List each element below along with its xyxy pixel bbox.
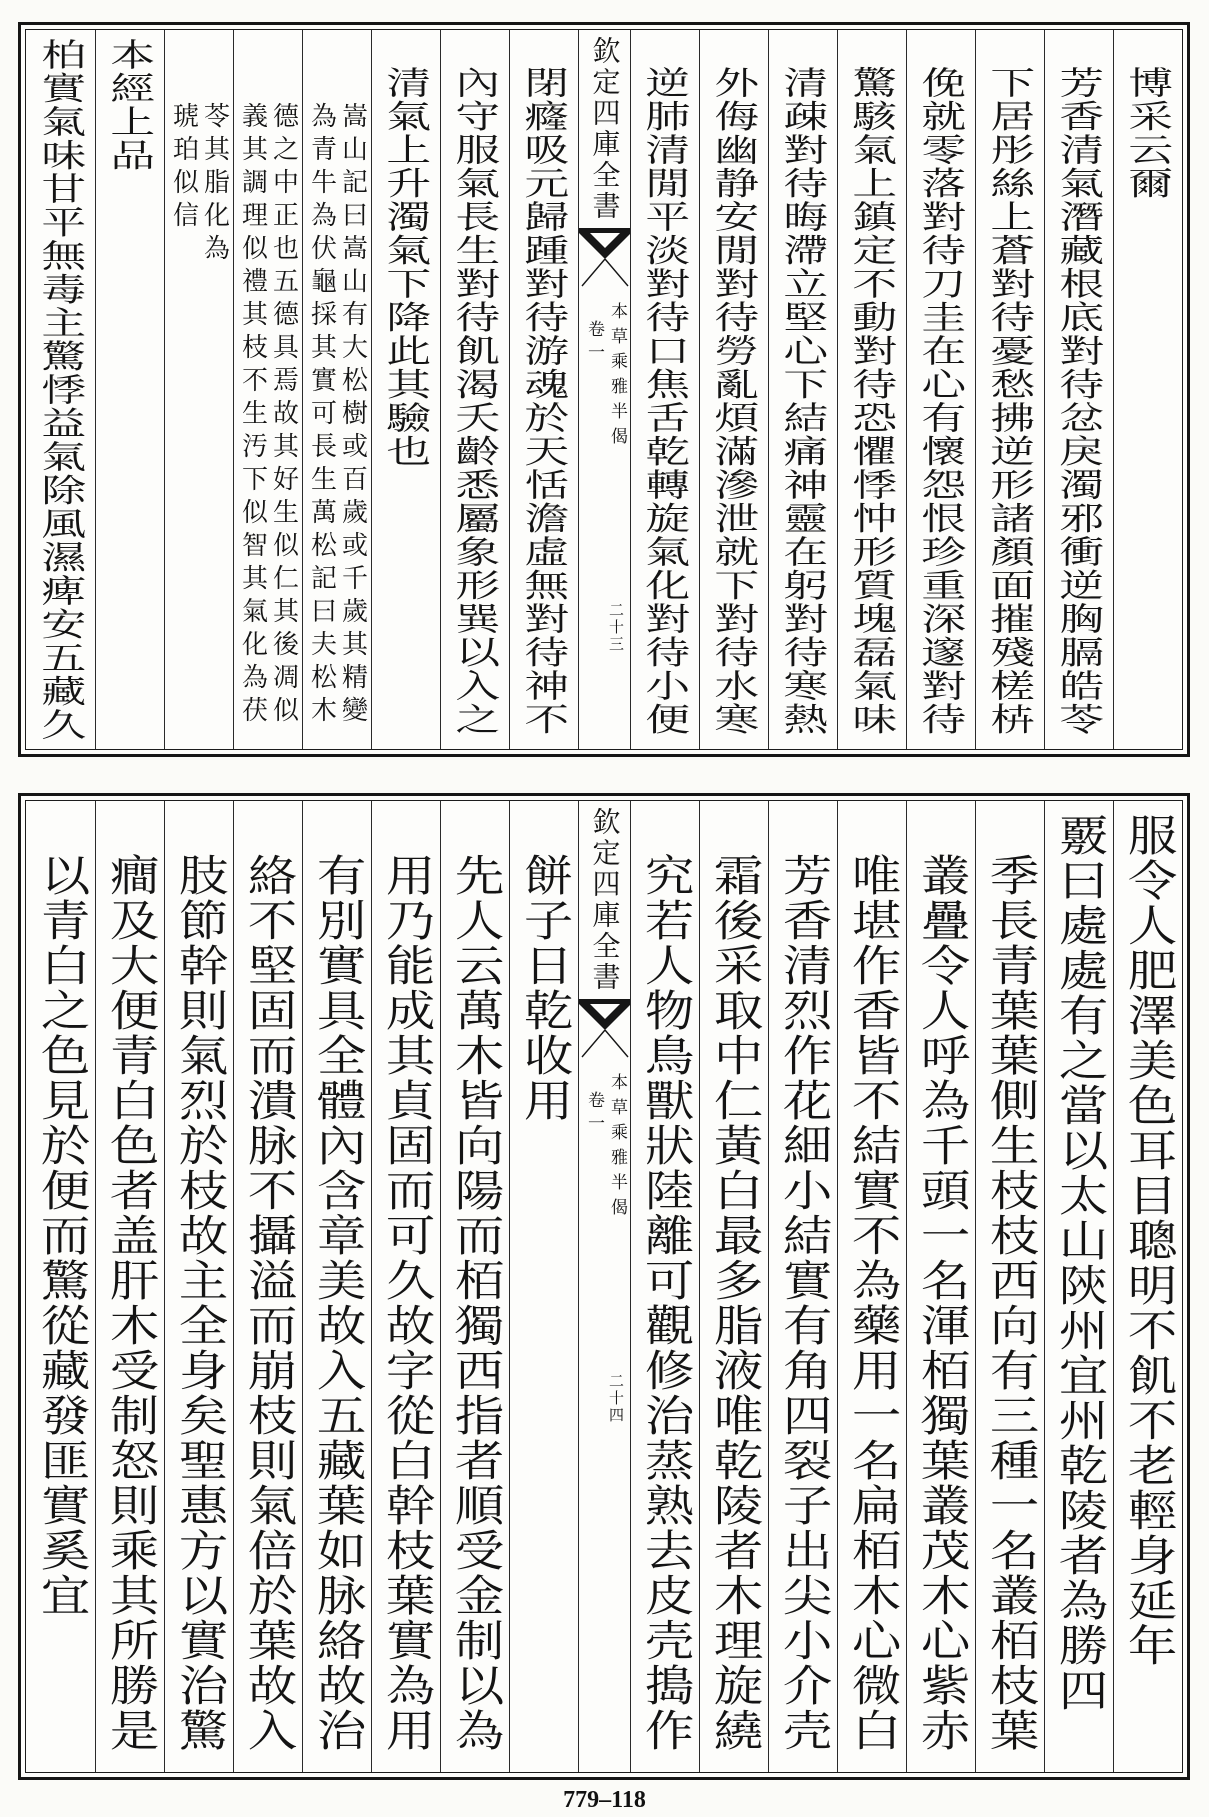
text-column (837, 30, 906, 749)
annotation-pair (165, 102, 233, 267)
annotation-line: 嵩山記曰嵩山有大松樹或百歲或千歲其精變 (337, 102, 368, 729)
text-column (1113, 801, 1182, 1772)
text-column (26, 30, 95, 749)
leaf-number: 二十四 (607, 1373, 625, 1424)
text-column (975, 801, 1044, 1772)
text-column (233, 801, 302, 1772)
column-text: 霜後采取中仁黃白最多脂液唯乾陵者木理旋繞 (705, 853, 764, 1753)
column-text: 肢節幹則氣烈於枝故主全身矣聖惠方以實治驚 (170, 853, 229, 1753)
column-text: 覈曰處處有之當以太山陝州宜州乾陵者為勝四 (1050, 813, 1109, 1713)
text-column (95, 30, 164, 749)
column-text: 叢疊令人呼為千頭一名渾栢獨葉叢茂木心紫赤 (912, 853, 971, 1753)
column-text: 博采云爾 (1121, 66, 1175, 200)
leaf-number: 二十三 (607, 602, 625, 653)
column-text: 唯堪作香皆不結實不為藥用一名扁栢木心微白 (843, 853, 902, 1753)
text-column (630, 801, 699, 1772)
book-title: 欽定四庫全書 (588, 807, 622, 993)
column-text: 服令人肥澤美色耳目聰明不飢不老輕身延年 (1119, 813, 1178, 1668)
column-text: 究若人物鳥獸狀陸離可觀修治蒸熟去皮壳搗作 (636, 853, 695, 1753)
text-column (440, 30, 509, 749)
page-number: 779–118 (563, 1787, 646, 1813)
text-column (440, 801, 509, 1772)
center-fold-column (578, 801, 630, 1772)
column-text: 閉癃吸元歸踵對待游魂於天恬澹虛無對待神不 (517, 66, 571, 736)
text-column (164, 801, 233, 1772)
annotation-line: 琥珀似信 (168, 102, 199, 234)
column-text: 驚駭氣上鎮定不動對待恐懼悸忡形質塊磊氣味 (845, 66, 899, 736)
text-column (768, 30, 837, 749)
text-column (975, 30, 1044, 749)
text-column (1044, 801, 1113, 1772)
work-title: 本草乘雅半偈 (607, 302, 627, 452)
column-text: 清疎對待晦滯立堅心下結痛神靈在躬對待寒熱 (776, 66, 830, 736)
page-half-top (18, 22, 1190, 757)
column-text: 餅子日乾收用 (515, 853, 574, 1123)
column-text: 下居彤絲上蒼對待憂愁拂逆形諸顏面摧殘槎枿 (983, 66, 1037, 736)
text-column (302, 801, 371, 1772)
text-column (95, 801, 164, 1772)
annotation-column (233, 30, 302, 749)
column-text: 癎及大便青白色者盖肝木受制怒則乘其所勝是 (101, 853, 160, 1753)
annotation-pair (234, 102, 302, 729)
column-text: 絡不堅固而潰脉不攝溢而崩枝則氣倍於葉故入 (239, 853, 298, 1753)
page-half-bottom (18, 793, 1190, 1780)
annotation-line: 為青牛為伏龜採其實可長生萬松記曰夫松木 (306, 102, 337, 729)
annotation-column (164, 30, 233, 749)
text-column (630, 30, 699, 749)
column-text: 外侮幽静安閒對待勞亂煩滿滲泄就下對待水寒 (707, 66, 761, 736)
column-text: 季長青葉葉側生枝枝西向有三種一名叢栢枝葉 (981, 853, 1040, 1753)
text-column (906, 801, 975, 1772)
text-column (699, 30, 768, 749)
entry-heading-text: 柏實氣味甘平無毒主驚悸益氣除風濕痺安五藏久 (33, 38, 88, 742)
volume-label: 卷一 (584, 320, 604, 366)
volume-label: 卷一 (584, 1091, 604, 1137)
annotation-column (302, 30, 371, 749)
text-frame (25, 29, 1183, 750)
column-text: 俛就零落對待刀圭在心有懷怨恨珍重深邃對待 (914, 66, 968, 736)
fish-tail-ornament (579, 999, 630, 1059)
column-text: 芳香清烈作花細小結實有角四裂子出尖小介壳 (774, 853, 833, 1753)
text-column (768, 801, 837, 1772)
text-column (1044, 30, 1113, 749)
center-fold-column (578, 30, 630, 749)
text-frame (25, 800, 1183, 1773)
text-column (509, 801, 578, 1772)
work-title: 本草乘雅半偈 (607, 1073, 627, 1223)
text-column (371, 30, 440, 749)
annotation-pair (303, 102, 371, 729)
fish-tail-ornament (579, 228, 630, 288)
column-text: 有別實具全體內含章美故入五藏葉如脉絡故治 (308, 853, 367, 1753)
column-text: 以青白之色見於便而驚從藏發匪實奚宜 (32, 853, 90, 1618)
column-text: 芳香清氣潛藏根底對待忿戾濁邪衝逆胸膈皓苓 (1052, 66, 1106, 736)
column-text: 先人云萬木皆向陽而栢獨西指者順受金制以為 (446, 853, 505, 1753)
text-column (1113, 30, 1182, 749)
text-column (509, 30, 578, 749)
column-text: 用乃能成其貞固而可久故字從白幹枝葉實為用 (377, 853, 436, 1753)
column-text: 逆肺清閒平淡對待口焦舌乾轉旋氣化對待小便 (638, 66, 692, 736)
text-column (699, 801, 768, 1772)
section-heading: 本經上品 (103, 38, 157, 172)
column-text: 清氣上升濁氣下降此其驗也 (379, 66, 433, 468)
text-column (26, 801, 95, 1772)
text-column (837, 801, 906, 1772)
column-text: 內守服氣長生對待飢渴夭齡悉屬象形巽以入之 (448, 66, 502, 736)
text-column (906, 30, 975, 749)
book-title: 欽定四庫全書 (588, 36, 622, 222)
annotation-line: 義其調理似禮其枝不生汚下似智其氣化為茯 (237, 102, 268, 729)
annotation-line: 苓其脂化為 (199, 102, 230, 267)
annotation-line: 德之中正也五德具焉故其好生似仁其後凋似 (268, 102, 299, 729)
text-column (371, 801, 440, 1772)
